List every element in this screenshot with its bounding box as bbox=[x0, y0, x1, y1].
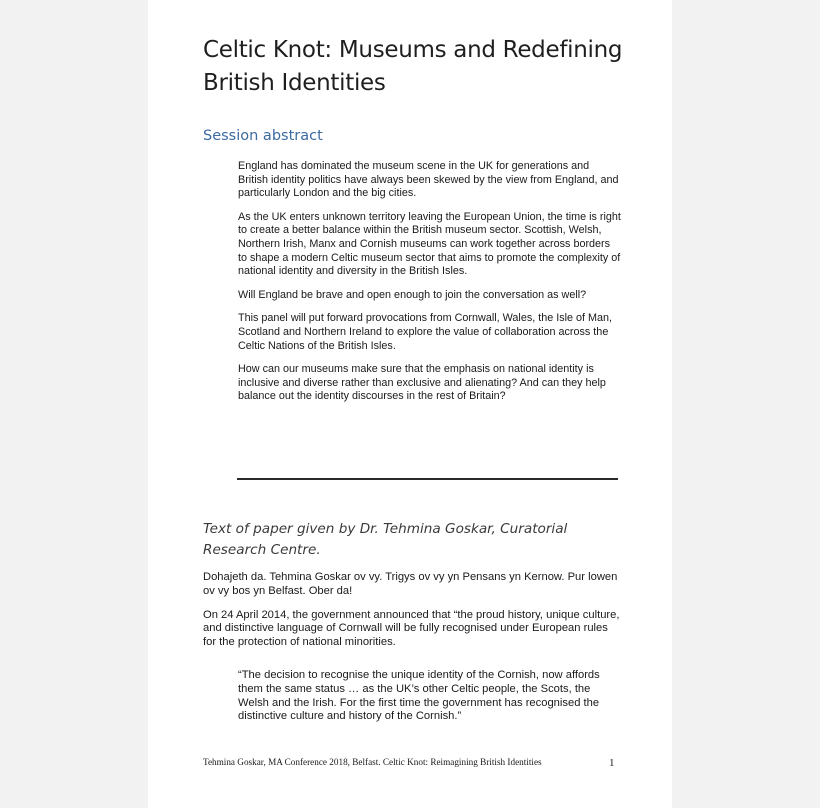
abstract-paragraph: England has dominated the museum scene in the UK for generations and British identity politics have always been skewed by the view from England, and particularly London and the big cities. bbox=[238, 160, 619, 200]
block-quote: “The decision to recognise the unique identity of the Cornish, now affords them the same status … as the UK’s other Celtic people, the Scots, the Welsh and the Irish. For the first time the government has recognised the distinctive culture and history of the Cornish.” bbox=[238, 669, 600, 723]
abstract-paragraph: As the UK enters unknown territory leaving the European Union, the time is right to create a better balance within the British museum sector. Scottish, Welsh, Northern Irish, Manx and Cornish museums can work together across borders to shape a modern Celtic museum sector that aims to promote the complexity of national identity and diversity in the British Isles. bbox=[238, 210, 621, 278]
session-abstract bbox=[238, 160, 622, 414]
page-footer: Tehmina Goskar, MA Conference 2018, Belfast. Celtic Knot: Reimagining British Identities bbox=[203, 757, 542, 767]
body-paragraph: On 24 April 2014, the government announced that “the proud history, unique culture, and distinctive language of Cornwall will be fully recognised under European rules for the protection of national minorities. bbox=[203, 608, 620, 649]
abstract-paragraph: This panel will put forward provocations from Cornwall, Wales, the Isle of Man, Scotland and Northern Ireland to explore the value of collaboration across the Celtic Nations of the British Isles. bbox=[238, 312, 613, 352]
page-number: 1 bbox=[609, 757, 615, 769]
paper-heading: Text of paper given by Dr. Tehmina Goskar, Curatorial Research Centre. bbox=[203, 521, 568, 558]
body-paragraph: Dohajeth da. Tehmina Goskar ov vy. Trigys ov vy yn Pensans yn Kernow. Pur lowen ov vy bos yn Belfast. Ober da! bbox=[203, 571, 618, 597]
abstract-paragraph: How can our museums make sure that the emphasis on national identity is inclusive and diverse rather than exclusive and alienating? And can they help balance out the identity discourses in the rest of Britain? bbox=[238, 363, 606, 403]
paper-body bbox=[203, 571, 621, 660]
document-title: Celtic Knot: Museums and Redefining British Identities bbox=[203, 37, 623, 96]
section-heading: Session abstract bbox=[203, 128, 323, 144]
horizontal-rule bbox=[237, 478, 618, 480]
abstract-paragraph: Will England be brave and open enough to join the conversation as well? bbox=[238, 288, 587, 301]
